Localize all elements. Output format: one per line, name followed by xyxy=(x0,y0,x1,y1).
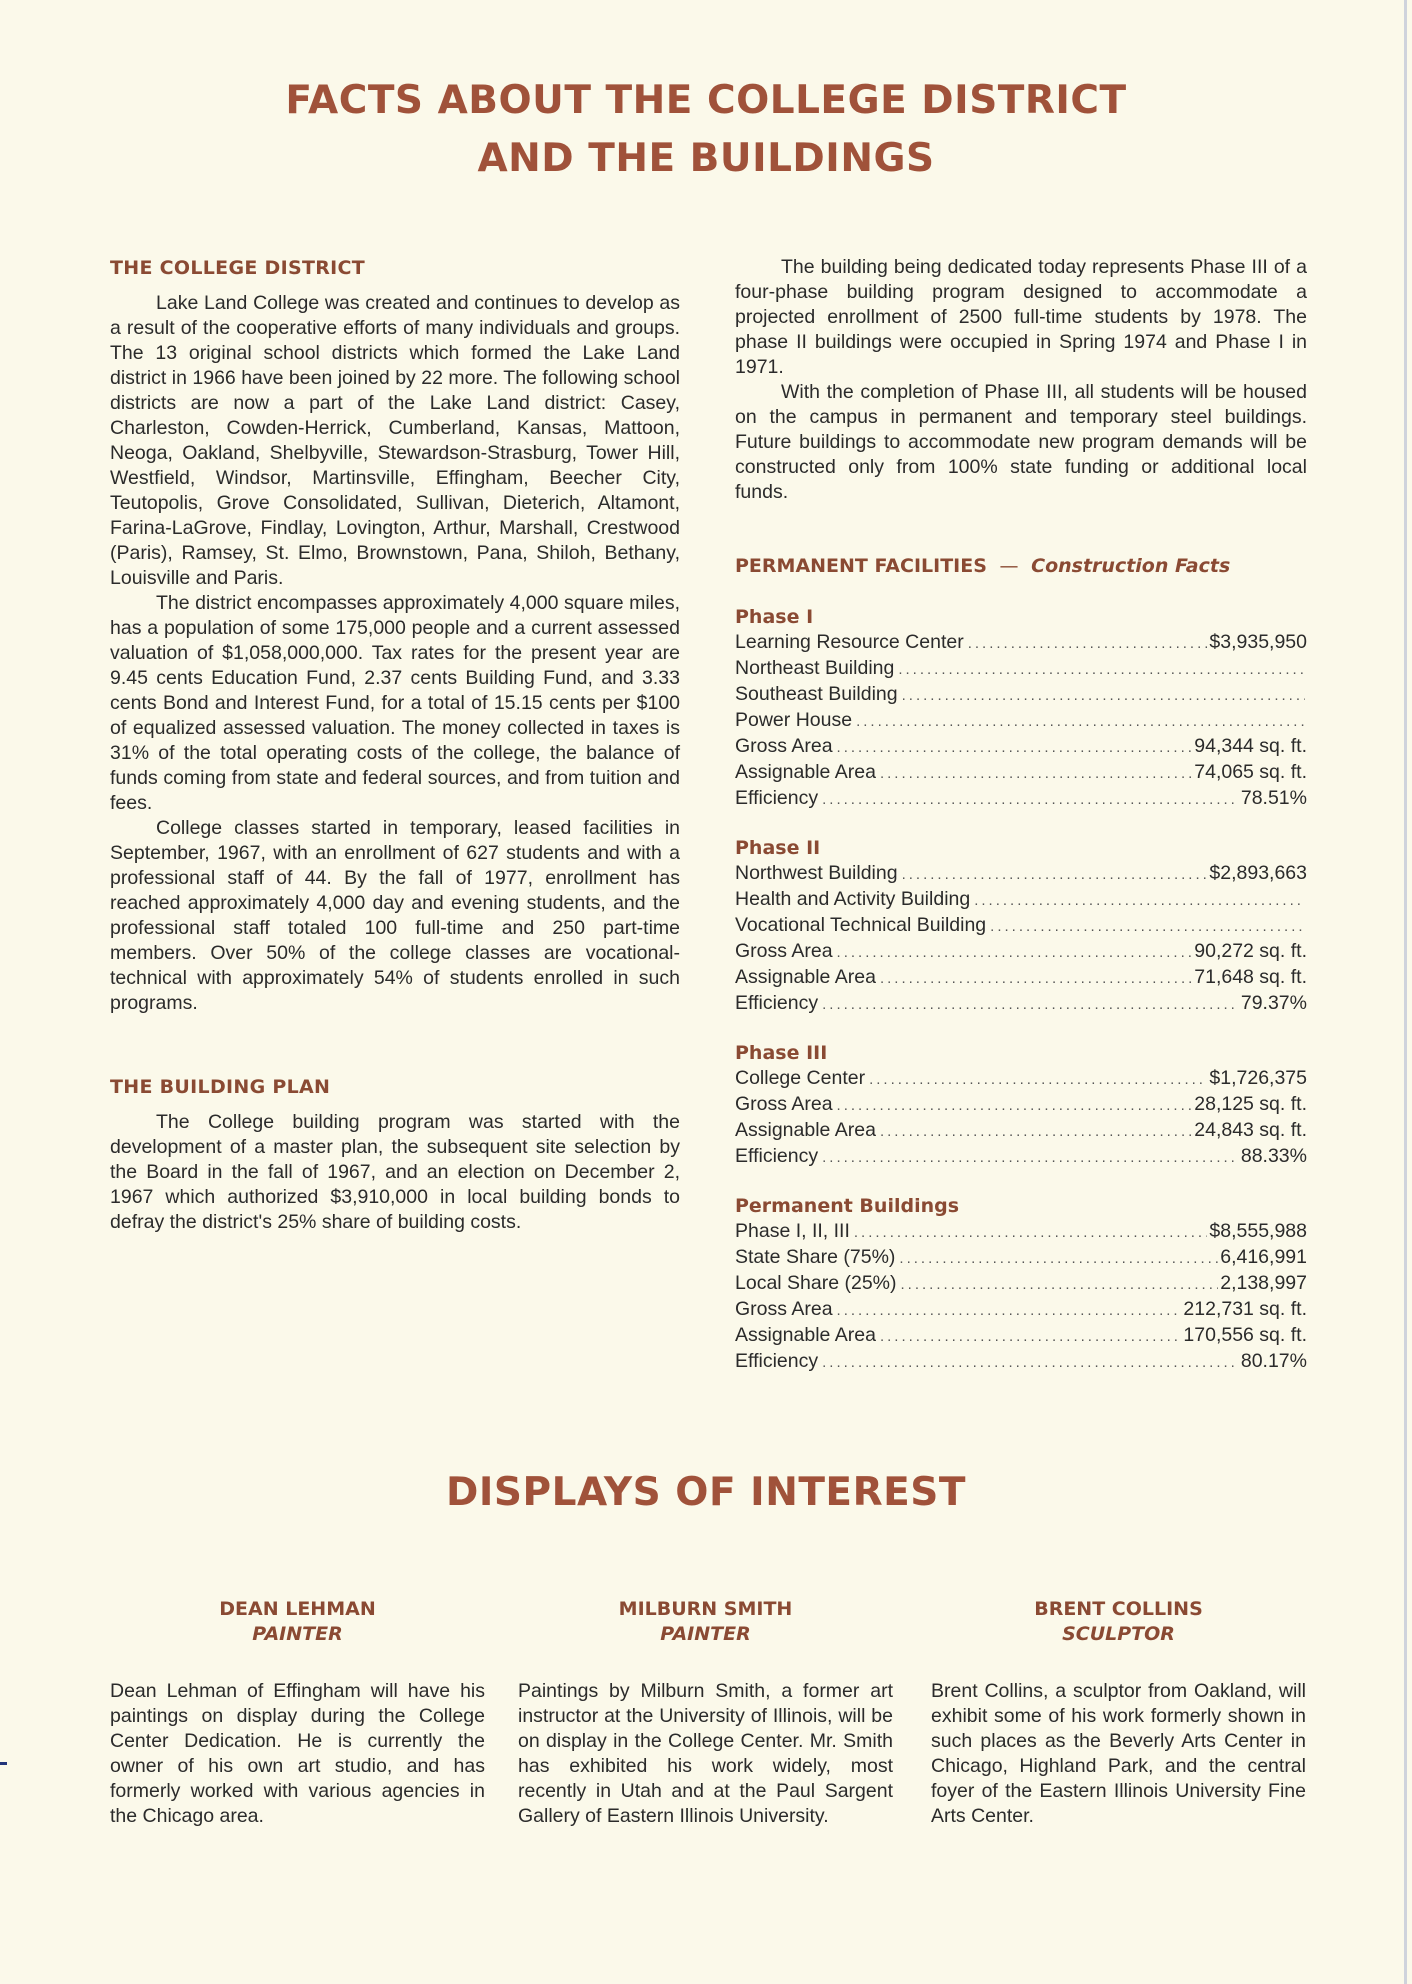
scan-edge-mark xyxy=(0,1762,7,1765)
fact-label: Gross Area xyxy=(735,735,833,757)
fact-row xyxy=(735,786,1307,812)
phase-3-table xyxy=(735,1041,1307,1170)
fact-value: 170,556 sq. ft. xyxy=(1183,1324,1307,1346)
fact-value: 80.17% xyxy=(1240,1350,1307,1372)
fact-label: Assignable Area xyxy=(735,1324,876,1346)
fact-label: Efficiency xyxy=(735,992,819,1014)
fact-value: 6,416,991 xyxy=(1220,1246,1307,1268)
fact-row xyxy=(735,656,1307,682)
dot-leader xyxy=(837,940,1193,965)
page-title-line-1: FACTS ABOUT THE COLLEGE DISTRICT xyxy=(285,78,1127,123)
fact-row xyxy=(735,708,1307,734)
permanent-buildings-title: Permanent Buildings xyxy=(735,1195,960,1217)
fact-label: College Center xyxy=(735,1067,866,1089)
dot-leader xyxy=(822,1350,1239,1375)
fact-value: 90,272 sq. ft. xyxy=(1194,940,1307,962)
dot-leader xyxy=(822,992,1239,1017)
fact-label: Learning Resource Center xyxy=(735,631,964,653)
fact-label: State Share (75%) xyxy=(735,1246,896,1268)
fact-label: Assignable Area xyxy=(735,1119,876,1141)
fact-label: Health and Activity Building xyxy=(735,888,971,910)
permanent-facilities-title: PERMANENT FACILITIES xyxy=(735,555,987,577)
fact-row xyxy=(735,965,1307,991)
fact-label: Power House xyxy=(735,709,853,731)
dot-leader xyxy=(856,709,1305,734)
section-spacer xyxy=(110,1016,680,1074)
fact-value: 28,125 sq. ft. xyxy=(1194,1093,1307,1115)
artist-card-lehman xyxy=(110,1597,485,1829)
fact-row xyxy=(735,734,1307,760)
dot-leader xyxy=(901,1272,1219,1297)
college-district-paragraph-3: College classes started in temporary, leased facilities in September, 1967, with an enrollment of 627 students and with a professional staff of 44. By the fall of 1977, enrollment has reached approximately 4,000 day and evening students, and the professional staff totaled 100 full-time and 250 part-time members. Over 50% of the college classes are vocational-technical with approximately 54% of students enrolled in such programs. xyxy=(110,817,680,1014)
dot-leader xyxy=(974,888,1305,913)
fact-row xyxy=(735,630,1307,656)
artist-role: PAINTER xyxy=(660,1623,751,1645)
fact-value: 88.33% xyxy=(1240,1145,1307,1167)
artist-name: MILBURN SMITH xyxy=(618,1598,793,1620)
fact-row xyxy=(735,1245,1307,1271)
dot-leader xyxy=(990,914,1305,939)
fact-value: 2,138,997 xyxy=(1220,1272,1307,1294)
fact-row xyxy=(735,939,1307,965)
artist-role: SCULPTOR xyxy=(1062,1623,1175,1645)
fact-label: Efficiency xyxy=(735,787,819,809)
fact-label: Vocational Technical Building xyxy=(735,914,987,936)
fact-value: 212,731 sq. ft. xyxy=(1183,1298,1307,1320)
page-edge-shadow xyxy=(1404,0,1407,1984)
dot-leader xyxy=(898,657,1305,682)
fact-row xyxy=(735,861,1307,887)
fact-value: 94,344 sq. ft. xyxy=(1194,735,1307,757)
fact-row xyxy=(735,1349,1307,1375)
fact-row xyxy=(735,887,1307,913)
dot-leader xyxy=(822,1145,1239,1170)
dot-leader xyxy=(902,683,1305,708)
phase-3-title: Phase III xyxy=(735,1042,828,1064)
artist-name: BRENT COLLINS xyxy=(1034,1598,1203,1620)
fact-label: Phase I, II, III xyxy=(735,1220,850,1242)
fact-row xyxy=(735,1118,1307,1144)
displays-heading: DISPLAYS OF INTEREST xyxy=(446,1470,966,1515)
fact-row xyxy=(735,1323,1307,1349)
phase-1-table xyxy=(735,605,1307,812)
artist-bio: Dean Lehman of Effingham will have his paintings on display during the College Center Dedication. He is currently the owner of his own art studio, and has formerly worked with various agencies in the Chicago area. xyxy=(110,1680,485,1827)
permanent-facilities-heading xyxy=(735,553,1307,579)
fact-label: Gross Area xyxy=(735,1298,833,1320)
fact-value: 78.51% xyxy=(1240,787,1307,809)
left-column xyxy=(110,255,680,1235)
construction-facts-subtitle: Construction Facts xyxy=(1031,555,1231,577)
right-column xyxy=(735,255,1307,1399)
fact-row xyxy=(735,991,1307,1017)
college-district-paragraph-1: Lake Land College was created and continues to develop as a result of the cooperative efforts of many individuals and groups. The 13 original school districts which formed the Lake Land district in 1966 have been joined by 22 more. The following school districts are now a part of the Lake Land district: Casey, Charleston, Cowden-Herrick, Cumberland, Kansas, Mattoon, Neoga, Oakland, Shelbyville, Stewardson-Strasburg, Tower Hill, Westfield, Windsor, Martinsville, Effingham, Beecher City, Teutopolis, Grove Consolidated, Sullivan, Dieterich, Altamont, Farina-LaGrove, Findlay, Lovington, Arthur, Marshall, Crestwood (Paris), Ramsey, St. Elmo, Brownstown, Pana, Shiloh, Bethany, Louisville and Paris. xyxy=(110,292,680,589)
fact-label: Gross Area xyxy=(735,940,833,962)
college-district-paragraph-2: The district encompasses approximately 4,000 square miles, has a population of some 175,000 people and a current assessed valuation of $1,058,000,000. Tax rates for the present year are 9.45 cents Education Fund, 2.37 cents Building Fund, and 3.33 cents Bond and Interest Fund, for a total of 15.15 cents per $100 of equalized assessed valuation. The money collected in taxes is 31% of the total operating costs of the college, the balance of funds coming from state and federal sources, and from tuition and fees. xyxy=(110,592,680,814)
dot-leader xyxy=(880,1324,1181,1349)
heading-dash: — xyxy=(999,555,1019,577)
artist-bio: Brent Collins, a sculptor from Oakland, will exhibit some of his work formerly shown in such places as the Beverly Arts Center in Chicago, Highland Park, and the central foyer of the Eastern Illinois University Fine Arts Center. xyxy=(931,1680,1306,1827)
fact-label: Southeast Building xyxy=(735,683,898,705)
artist-bio: Paintings by Milburn Smith, a former art instructor at the University of Illinois, will be on display in the College Center. Mr. Smith has exhibited his work widely, most recently in Utah and at the Paul Sargent Gallery of Eastern Illinois University. xyxy=(518,1680,893,1827)
fact-value: 24,843 sq. ft. xyxy=(1194,1119,1307,1141)
fact-row xyxy=(735,682,1307,708)
fact-row xyxy=(735,1092,1307,1118)
fact-row xyxy=(735,1297,1307,1323)
fact-row xyxy=(735,1271,1307,1297)
fact-row xyxy=(735,1144,1307,1170)
phase-2-title: Phase II xyxy=(735,837,821,859)
fact-label: Northeast Building xyxy=(735,657,895,679)
dot-leader xyxy=(968,631,1208,656)
building-plan-heading: THE BUILDING PLAN xyxy=(110,1076,331,1098)
dot-leader xyxy=(902,862,1208,887)
fact-row xyxy=(735,1219,1307,1245)
dot-leader xyxy=(880,1119,1192,1144)
fact-label: Efficiency xyxy=(735,1145,819,1167)
artist-name: DEAN LEHMAN xyxy=(219,1598,376,1620)
dot-leader xyxy=(854,1220,1208,1245)
artist-card-collins xyxy=(931,1597,1306,1829)
fact-label: Gross Area xyxy=(735,1093,833,1115)
fact-value: $1,726,375 xyxy=(1209,1067,1307,1089)
fact-label: Efficiency xyxy=(735,1350,819,1372)
fact-label: Northwest Building xyxy=(735,862,898,884)
dot-leader xyxy=(869,1067,1207,1092)
dot-leader xyxy=(899,1246,1218,1271)
fact-value: $3,935,950 xyxy=(1209,631,1307,653)
fact-row xyxy=(735,760,1307,786)
dedication-paragraph-2: With the completion of Phase III, all students will be housed on the campus in permanent and temporary steel buildings. Future buildings to accommodate new program demands will be constructed only from 100% state funding or additional local funds. xyxy=(735,381,1307,503)
fact-label: Local Share (25%) xyxy=(735,1272,897,1294)
fact-value: $8,555,988 xyxy=(1209,1220,1307,1242)
fact-row xyxy=(735,1066,1307,1092)
page-title xyxy=(0,72,1412,188)
page-title-line-2: AND THE BUILDINGS xyxy=(477,136,935,181)
fact-label: Assignable Area xyxy=(735,966,876,988)
dot-leader xyxy=(822,787,1239,812)
fact-label: Assignable Area xyxy=(735,761,876,783)
dot-leader xyxy=(837,1298,1182,1323)
dedication-paragraph-1: The building being dedicated today represents Phase III of a four-phase building program designed to accommodate a projected enrollment of 2500 full-time students by 1978. The phase II buildings were occupied in Spring 1974 and Phase I in 1971. xyxy=(735,256,1307,378)
dot-leader xyxy=(880,966,1192,991)
fact-row xyxy=(735,913,1307,939)
dot-leader xyxy=(880,761,1192,786)
fact-value: 74,065 sq. ft. xyxy=(1194,761,1307,783)
phase-1-title: Phase I xyxy=(735,606,814,628)
college-district-heading: THE COLLEGE DISTRICT xyxy=(110,257,366,279)
dot-leader xyxy=(837,1093,1193,1118)
fact-value: $2,893,663 xyxy=(1209,862,1307,884)
phase-2-table xyxy=(735,836,1307,1017)
building-plan-paragraph: The College building program was started with the development of a master plan, the subsequent site selection by the Board in the fall of 1967, and an election on December 2, 1967 which authorized $3,910,000 in local building bonds to defray the district's 25% share of building costs. xyxy=(110,1111,680,1233)
artist-card-smith xyxy=(518,1597,893,1829)
permanent-buildings-table xyxy=(735,1194,1307,1375)
fact-value: 71,648 sq. ft. xyxy=(1194,966,1307,988)
fact-value: 79.37% xyxy=(1240,992,1307,1014)
artist-role: PAINTER xyxy=(252,1623,343,1645)
dot-leader xyxy=(837,735,1193,760)
